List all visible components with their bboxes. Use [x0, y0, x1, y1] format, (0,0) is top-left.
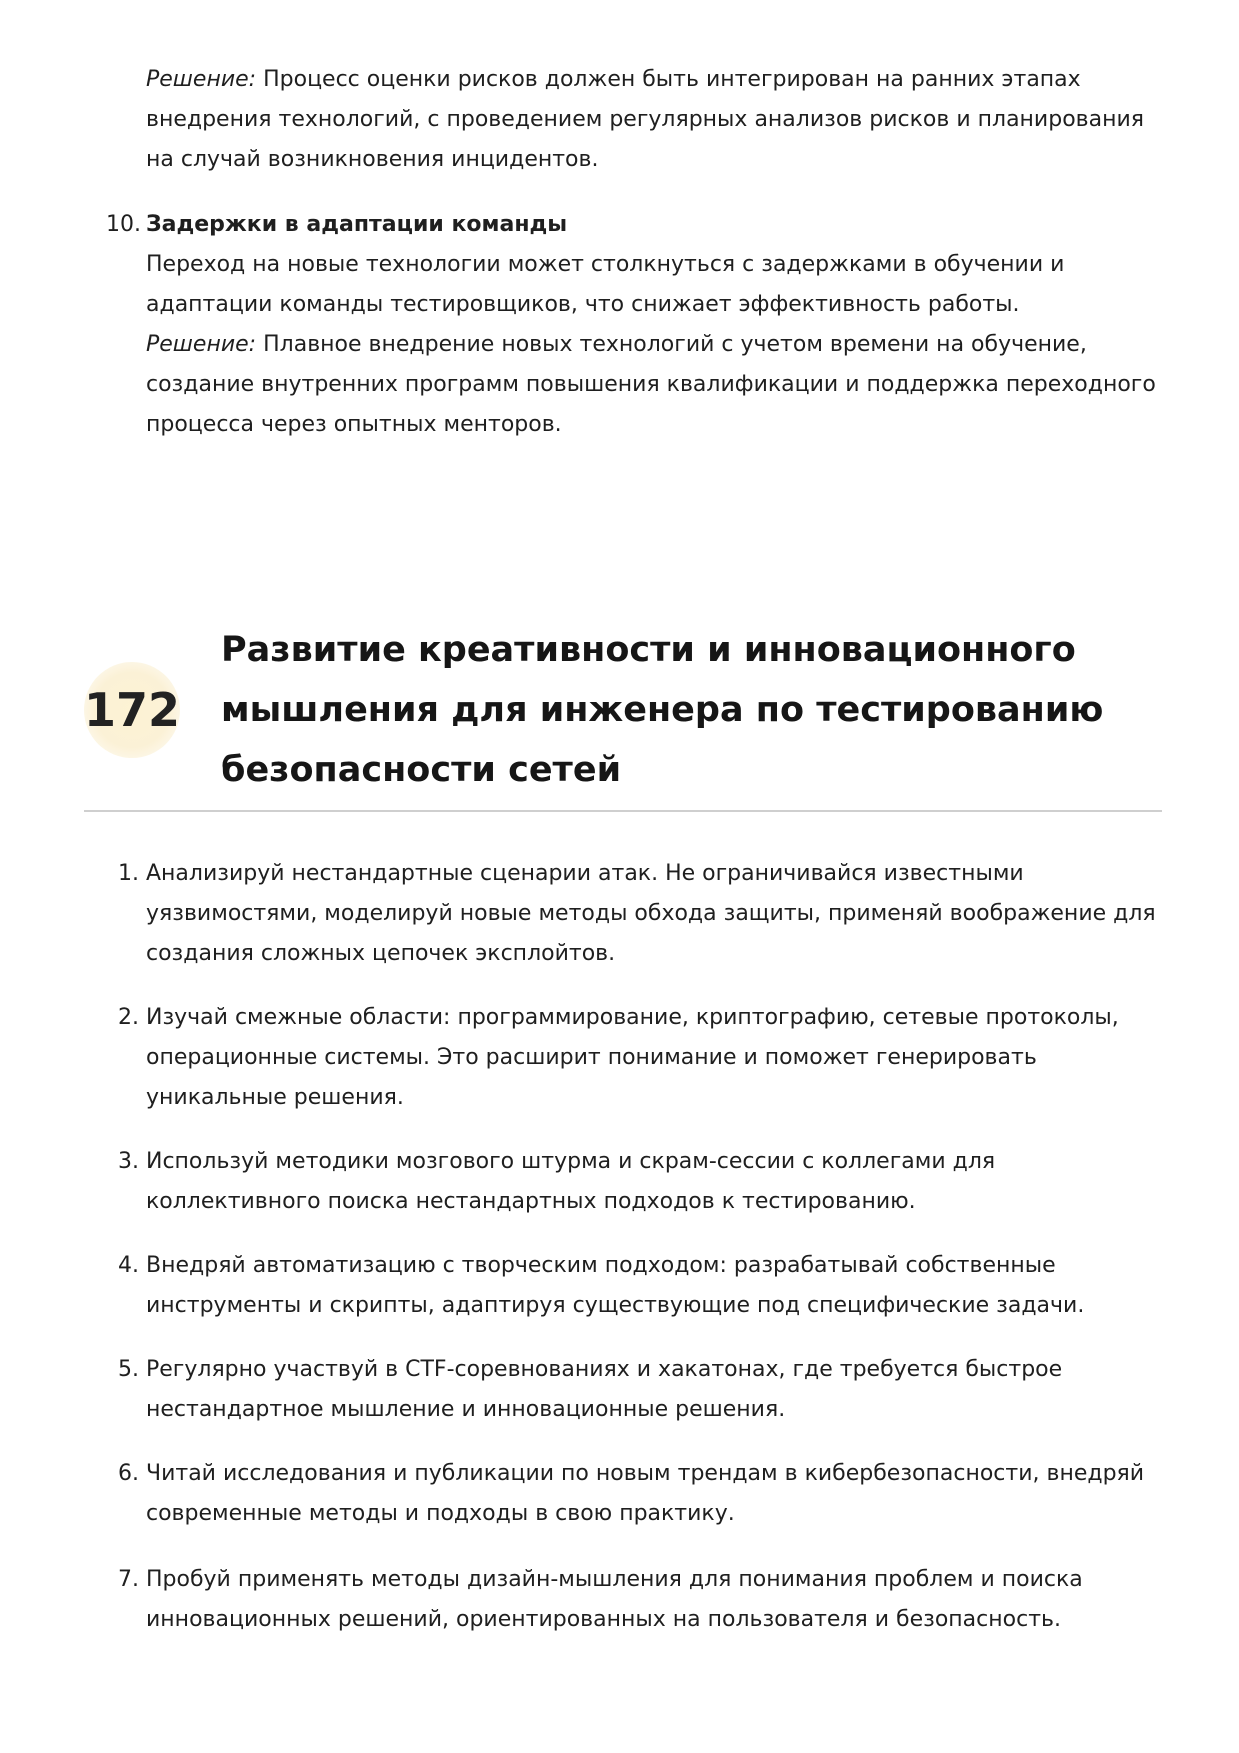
- list-item: [118, 1454, 1156, 1534]
- list-number: 3.: [118, 1149, 139, 1174]
- solution-text: процесса через опытных менторов.: [146, 412, 562, 437]
- list-item: [118, 1246, 1156, 1326]
- section-header: [84, 620, 1162, 812]
- solution-lead: Решение:: [146, 67, 257, 92]
- list-number: 4.: [118, 1253, 139, 1278]
- list-item-text: операционные системы. Это расширит понимание и поможет генерировать: [146, 1045, 1037, 1070]
- list-number: 6.: [118, 1461, 139, 1486]
- solution-text: Плавное внедрение новых технологий с учетом времени на обучение,: [256, 332, 1087, 357]
- list-item-text: инструменты и скрипты, адаптируя существующие под специфические задачи.: [146, 1293, 1085, 1318]
- section-title-line: безопасности сетей: [221, 750, 622, 790]
- solution-text: внедрения технологий, с проведением регулярных анализов рисков и планирования: [146, 107, 1145, 132]
- solution-text: создание внутренних программ повышения квалификации и поддержка переходного: [146, 372, 1156, 397]
- list-item-text: коллективного поиска нестандартных подходов к тестированию.: [146, 1189, 916, 1214]
- list-item-text: современные методы и подходы в свою практику.: [146, 1501, 735, 1526]
- list-item-text: Анализируй нестандартные сценарии атак. Не ограничивайся известными: [146, 861, 1024, 886]
- list-item-text: уникальные решения.: [146, 1085, 404, 1110]
- list-item: [118, 1350, 1156, 1430]
- solution-lead: Решение:: [146, 332, 257, 357]
- list-item-text: инновационных решений, ориентированных на пользователя и безопасность.: [146, 1607, 1061, 1632]
- solution-paragraph-9: [146, 60, 1156, 180]
- list-item-text: Читай исследования и публикации по новым трендам в кибербезопасности, внедряй: [146, 1461, 1145, 1486]
- section-title-line: мышления для инженера по тестированию: [221, 690, 1104, 730]
- item-text: адаптации команды тестировщиков, что снижает эффективность работы.: [146, 292, 1020, 317]
- list-number: 1.: [118, 861, 139, 886]
- list-number: 5.: [118, 1357, 139, 1382]
- section-title: [221, 620, 1151, 800]
- list-item: [118, 854, 1156, 974]
- list-number: 2.: [118, 1005, 139, 1030]
- list-item-text: Изучай смежные области: программирование, криптографию, сетевые протоколы,: [146, 1005, 1119, 1030]
- section-title-line: Развитие креативности и инновационного: [221, 630, 1076, 670]
- list-item-text: Регулярно участвуй в CTF-соревнованиях и хакатонах, где требуется быстрое: [146, 1357, 1063, 1382]
- item-title: Задержки в адаптации команды: [146, 212, 568, 237]
- item-text: Переход на новые технологии может столкнуться с задержками в обучении и: [146, 252, 1065, 277]
- list-item-text: уязвимостями, моделируй новые методы обхода защиты, применяй воображение для: [146, 901, 1156, 926]
- section-number-badge: 172: [84, 662, 180, 758]
- list-item-text: Используй методики мозгового штурма и скрам-сессии с коллегами для: [146, 1149, 996, 1174]
- list-item-text: Внедряй автоматизацию с творческим подходом: разрабатывай собственные: [146, 1253, 1056, 1278]
- list-item-text: нестандартное мышление и инновационные решения.: [146, 1397, 786, 1422]
- solution-text: Процесс оценки рисков должен быть интегрирован на ранних этапах: [256, 67, 1081, 92]
- solution-text: на случай возникновения инцидентов.: [146, 147, 599, 172]
- list-number: 10.: [106, 212, 141, 237]
- list-item-text: Пробуй применять методы дизайн-мышления для понимания проблем и поиска: [146, 1567, 1083, 1592]
- list-item: [118, 1560, 1156, 1640]
- list-item: [118, 998, 1156, 1118]
- list-item: [118, 1142, 1156, 1222]
- list-number: 7.: [118, 1567, 139, 1592]
- list-item-text: создания сложных цепочек эксплойтов.: [146, 941, 616, 966]
- list-item-10: [146, 205, 1156, 445]
